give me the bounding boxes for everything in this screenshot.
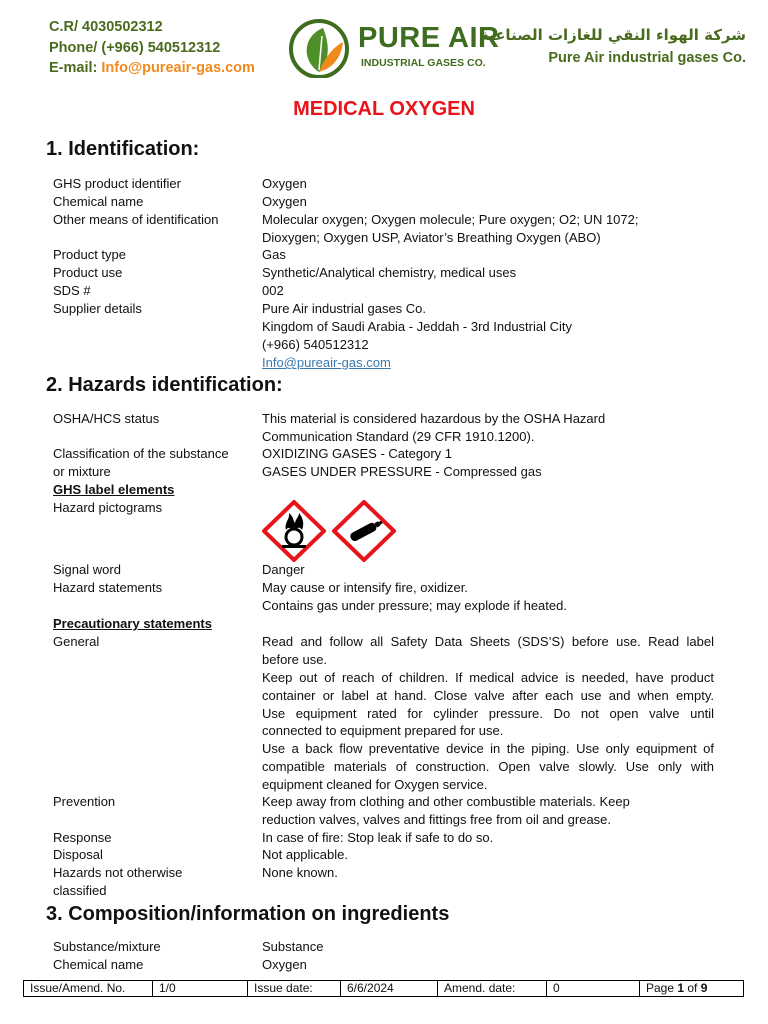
response-label: Response <box>53 830 112 845</box>
precautionary-statements-heading: Precautionary statements <box>53 616 212 631</box>
issue-date-value: 6/6/2024 <box>341 981 438 997</box>
page-total: 9 <box>700 981 708 995</box>
page-of: of <box>684 981 701 995</box>
composition-chemical-name-value: Oxygen <box>262 957 307 972</box>
general-label: General <box>53 634 100 649</box>
gas-cylinder-icon <box>332 500 396 562</box>
general-line: compatible materials of construction. Open valve slowly. Use only with <box>262 759 714 774</box>
page-prefix: Page <box>646 981 678 995</box>
signal-word-label: Signal word <box>53 562 121 577</box>
hazard-statement-pressure: Contains gas under pressure; may explode if heated. <box>262 598 567 613</box>
leaf-logo-icon <box>289 18 353 78</box>
classification-value-pressure: GASES UNDER PRESSURE - Compressed gas <box>262 464 542 479</box>
disposal-label: Disposal <box>53 847 103 862</box>
logo-subtitle: INDUSTRIAL GASES CO. <box>361 57 486 69</box>
composition-chemical-name-label: Chemical name <box>53 957 144 972</box>
general-line: equipment cleaned for Oxygen service. <box>262 777 488 792</box>
section-heading-composition: 3. Composition/information on ingredients <box>46 903 450 925</box>
company-name-block <box>480 26 746 66</box>
other-identification-value-line2: Dioxygen; Oxygen USP, Aviator’s Breathing Oxygen (ABO) <box>262 230 601 245</box>
ghs-identifier-label: GHS product identifier <box>53 176 181 191</box>
hazard-statements-label: Hazard statements <box>53 580 163 595</box>
section-heading-identification: 1. Identification: <box>46 138 200 160</box>
email-line <box>49 58 255 79</box>
supplier-name: Pure Air industrial gases Co. <box>262 301 427 316</box>
company-logo <box>289 18 509 78</box>
email-label: E-mail: <box>49 60 102 76</box>
general-line: container or label at hand. Close valve after each use and when empty. <box>262 688 714 703</box>
issue-date-label: Issue date: <box>248 981 341 997</box>
osha-status-value-line2: Communication Standard (29 CFR 1910.1200). <box>262 429 535 444</box>
prevention-label: Prevention <box>53 794 116 809</box>
email-link[interactable]: Info@pureair-gas.com <box>101 60 255 76</box>
chemical-name-label: Chemical name <box>53 194 144 209</box>
supplier-details-label: Supplier details <box>53 301 142 316</box>
osha-status-label: OSHA/HCS status <box>53 411 160 426</box>
product-use-value: Synthetic/Analytical chemistry, medical uses <box>262 265 517 280</box>
prevention-line: Keep away from clothing and other combustible materials. Keep <box>262 794 630 809</box>
general-line: Use equipment rated for cylinder pressure. Do not open valve until <box>262 706 714 721</box>
section-heading-hazards: 2. Hazards identification: <box>46 374 283 396</box>
amend-date-label: Amend. date: <box>438 981 547 997</box>
other-hazards-value: None known. <box>262 865 338 880</box>
other-hazards-label-line1: Hazards not otherwise <box>53 865 183 880</box>
prevention-line: reduction valves, valves and fittings free from oil and grease. <box>262 812 612 827</box>
hazard-statement-fire: May cause or intensify fire, oxidizer. <box>262 580 468 595</box>
supplier-phone: (+966) 540512312 <box>262 337 369 352</box>
other-hazards-label-line2: classified <box>53 883 107 898</box>
other-identification-label: Other means of identification <box>53 212 219 227</box>
sds-number-label: SDS # <box>53 283 91 298</box>
amend-date-value: 0 <box>547 981 640 997</box>
ghs-label-elements-heading: GHS label elements <box>53 482 175 497</box>
general-line: before use. <box>262 652 328 667</box>
document-title: MEDICAL OXYGEN <box>293 98 475 120</box>
sds-number-value: 002 <box>262 283 284 298</box>
commercial-registration: C.R/ 4030502312 <box>49 19 163 35</box>
classification-value-oxidizing: OXIDIZING GASES - Category 1 <box>262 446 452 461</box>
flame-over-circle-icon <box>262 500 326 562</box>
supplier-address: Kingdom of Saudi Arabia - Jeddah - 3rd Industrial City <box>262 319 573 334</box>
general-line: connected to equipment prepared for use. <box>262 723 504 738</box>
supplier-email <box>262 354 714 372</box>
classification-label-line1: Classification of the substance <box>53 446 229 461</box>
page-number <box>640 981 744 997</box>
issue-amend-value: 1/0 <box>153 981 248 997</box>
general-line: Read and follow all Safety Data Sheets (SDS’S) before use. Read label <box>262 634 714 649</box>
other-identification-value: Molecular oxygen; Oxygen molecule; Pure oxygen; O2; UN 1072; <box>262 212 639 227</box>
general-line: Use a back flow preventative device in the piping. Use only equipment of <box>262 741 714 756</box>
hazard-pictograms-label: Hazard pictograms <box>53 500 163 515</box>
phone-number: Phone/ (+966) 540512312 <box>49 39 221 56</box>
issue-amend-label: Issue/Amend. No. <box>24 981 153 997</box>
classification-label-line2: or mixture <box>53 464 111 479</box>
signal-word-value: Danger <box>262 562 305 577</box>
substance-mixture-label: Substance/mixture <box>53 939 161 954</box>
logo-title: PURE AIR <box>358 22 500 54</box>
chemical-name-value: Oxygen <box>262 194 307 209</box>
ghs-identifier-value: Oxygen <box>262 176 307 191</box>
disposal-value: Not applicable. <box>262 847 348 862</box>
general-line: Keep out of reach of children. If medical advice is needed, have product <box>262 670 714 685</box>
supplier-email-link[interactable]: Info@pureair-gas.com <box>262 355 391 370</box>
osha-status-value-line1: This material is considered hazardous by the OSHA Hazard <box>262 411 606 426</box>
page-current: 1 <box>677 981 685 995</box>
document-control-footer <box>23 980 744 997</box>
company-name-arabic: شركة الهواء النقي للغازات الصناعية <box>479 26 746 44</box>
response-value: In case of fire: Stop leak if safe to do so. <box>262 830 494 845</box>
company-contact-block <box>49 17 255 79</box>
company-name-english: Pure Air industrial gases Co. <box>548 50 746 66</box>
footer-row <box>24 981 744 997</box>
substance-mixture-value: Substance <box>262 939 324 954</box>
product-type-label: Product type <box>53 247 126 262</box>
product-type-value: Gas <box>262 247 286 262</box>
product-use-label: Product use <box>53 265 123 280</box>
